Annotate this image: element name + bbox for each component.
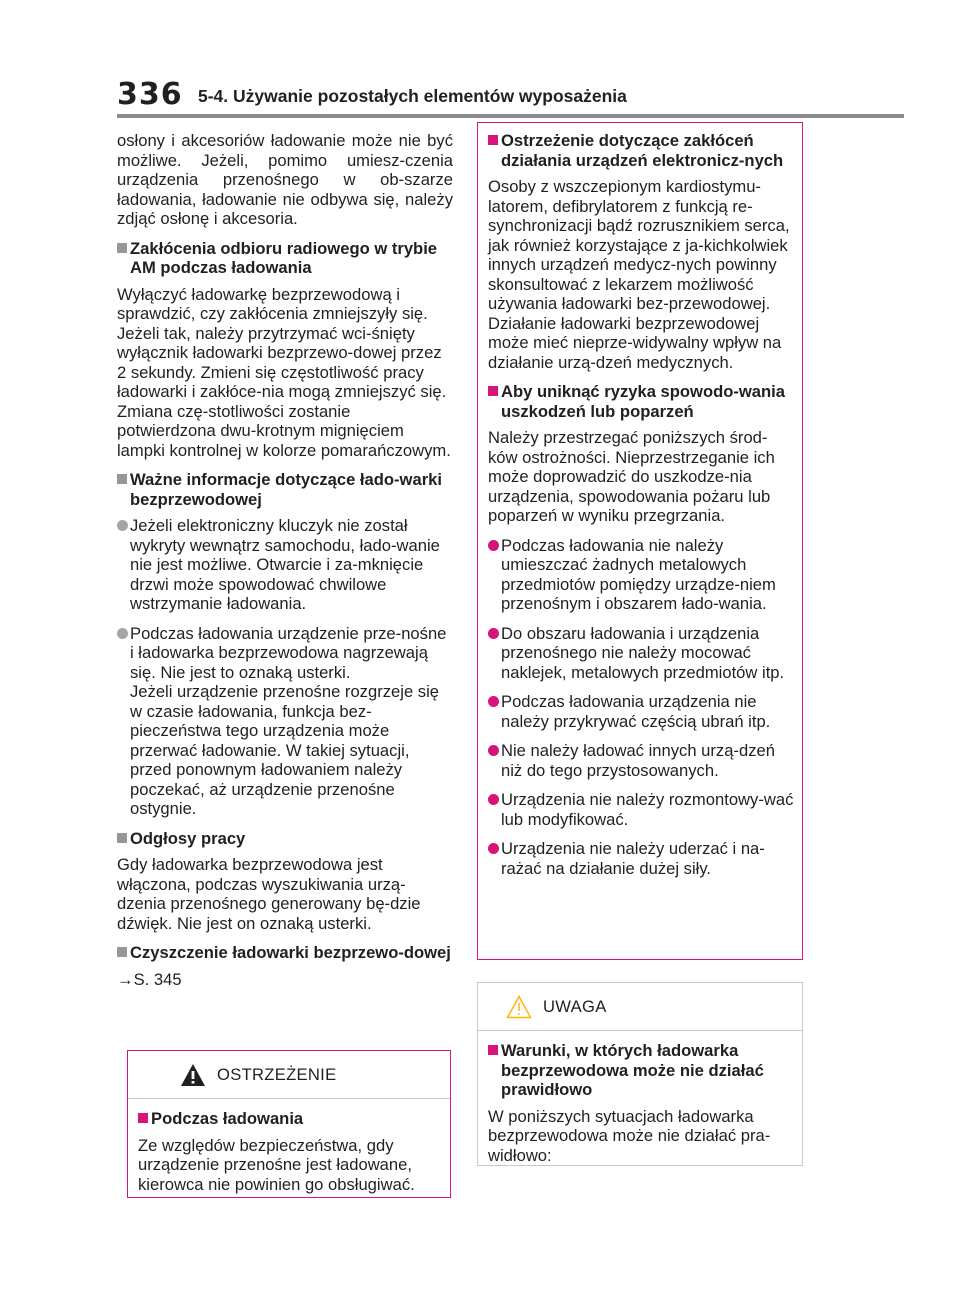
section-title: 5-4. Używanie pozostałych elementów wyposażenia	[198, 86, 627, 106]
list-item-text: Urządzenia nie należy uderzać i na-rażać na działanie dużej siły.	[501, 839, 765, 878]
warning-box	[127, 1050, 451, 1198]
heading-text: Odgłosy pracy	[130, 828, 246, 848]
list-item-text: Nie należy ładować innych urzą-dzeń niż do tego przystosowanych.	[501, 741, 775, 780]
round-bullet-icon	[117, 628, 128, 639]
am-interference-text: Wyłączyć ładowarkę bezprzewodową i sprawdzić, czy zakłócenia zmniejszyły się. Jeżeli tak, należy przytrzymać wci-śnięty wyłącznik ładowarki bezprzewo-dowej przez 2 sekundy. Zmieni się częstotliwość pracy ładowarki i zakłóce-nia mogą zmniejszyć się. Zmiana czę-stotliwości zostanie potwierdzona dwu-krotnym mignięciem lampki kontrolnej w kolorze pomarańczowym.	[117, 284, 451, 460]
warning-box-continued	[477, 122, 803, 960]
notice-box-body	[478, 1031, 802, 1165]
list-item	[488, 692, 796, 731]
heading-text: Ważne informacje dotyczące łado-warki bezprzewodowej	[130, 470, 442, 509]
notice-text: W poniższych sytuacjach ładowarka bezprzewodowa może nie działać pra-widłowo:	[488, 1106, 771, 1165]
notice-box	[477, 982, 803, 1166]
heading-avoid-damage	[488, 382, 796, 421]
square-bullet-icon	[488, 1045, 498, 1055]
left-column	[117, 131, 453, 999]
caution-triangle-icon	[506, 995, 532, 1019]
warning-box-continued-body	[478, 123, 802, 878]
notice-box-header	[478, 983, 802, 1031]
heading-text: Warunki, w których ładowarka bezprzewodowa może nie działać prawidłowo	[501, 1041, 764, 1099]
warning-text: Ze względów bezpieczeństwa, gdy urządzenie przenośne jest ładowane, kierowca nie powinien go obsługiwać.	[138, 1135, 415, 1194]
warning-box-header	[128, 1051, 450, 1099]
heading-text: Aby uniknąć ryzyka spowodo-wania uszkodzeń lub poparzeń	[501, 382, 786, 421]
warning-box-body	[128, 1099, 450, 1194]
warning-label: OSTRZEŻENIE	[217, 1065, 337, 1084]
list-item	[488, 624, 796, 683]
square-bullet-icon	[117, 474, 127, 484]
warning-triangle-icon	[180, 1063, 206, 1087]
notice-heading	[488, 1041, 796, 1100]
round-bullet-icon	[488, 745, 499, 756]
header-rule	[117, 114, 904, 118]
round-bullet-icon	[488, 843, 499, 854]
operating-sounds-text: Gdy ładowarka bezprzewodowa jest włączona, podczas wyszukiwania urzą-dzenia przenośnego generowany bę-dzie dźwięk. Nie jest on oznaką usterki.	[117, 855, 421, 933]
list-item-text: Podczas ładowania urządzenie prze-nośne i ładowarka bezprzewodowa nagrzewają się. Nie jest to oznaką usterki.	[130, 623, 447, 682]
heading-electronic-interference	[488, 131, 796, 170]
round-bullet-icon	[488, 540, 499, 551]
square-bullet-icon	[117, 243, 127, 253]
list-item-text: Urządzenia nie należy rozmontowy-wać lub modyfikować.	[501, 790, 794, 829]
list-item	[117, 516, 453, 614]
heading-am-interference	[117, 239, 453, 278]
list-item	[488, 741, 796, 780]
list-item	[488, 536, 796, 614]
list-item-text: Jeżeli elektroniczny kluczyk nie został wykryty wewnątrz samochodu, łado-wanie nie jest możliwe. Otwarcie i za-mknięcie drzwi może spowodować chwilowe wstrzymanie ładowania.	[130, 516, 440, 613]
list-item-text: Podczas ładowania nie należy umieszczać żadnych metalowych przedmiotów pomiędzy urządze-niem przenośnym i obszarem łado-wania.	[501, 535, 776, 613]
heading-text: Zakłócenia odbioru radiowego w trybie AM podczas ładowania	[130, 238, 438, 277]
round-bullet-icon	[117, 520, 128, 531]
heading-cleaning	[117, 943, 453, 963]
heading-text: Podczas ładowania	[151, 1109, 304, 1128]
list-item-text: Do obszaru ładowania i urządzenia przenośnego nie należy mocować naklejek, metalowych przedmiotów itp.	[501, 623, 785, 682]
square-bullet-icon	[488, 386, 498, 396]
round-bullet-icon	[488, 794, 499, 805]
list-item	[117, 624, 453, 819]
heading-text: Ostrzeżenie dotyczące zakłóceń działania urządzeń elektronicz-nych	[501, 131, 784, 170]
electronic-interference-text: Osoby z wszczepionym kardiostymu-latorem, defibrylatorem z funkcją re-synchronizacji bądź rozrusznikiem serca, jak również korzystające z ja-kichkolwiek innych urządzeń medycz-nych powinny skonsultować z lekarzem możliwość używania ładowarki bez-przewodowej. Działanie ładowarki bezprzewodowej może mieć nieprze-widywalny wpływ na działanie urzą-dzeń medycznych.	[488, 177, 790, 372]
heading-operating-sounds	[117, 829, 453, 849]
page-reference: →S. 345	[117, 969, 182, 989]
heading-text: Czyszczenie ładowarki bezprzewo-dowej	[130, 943, 451, 962]
heading-important-info	[117, 470, 453, 509]
list-item	[488, 790, 796, 829]
intro-paragraph: osłony i akcesoriów ładowanie może nie być możliwe. Jeżeli, pomimo umiesz-czenia urządzenia przenośnego w ob-szarze ładowania, ładowanie nie odbywa się, należy zdjąć osłonę i akcesoria.	[117, 131, 453, 228]
square-bullet-icon	[117, 947, 127, 957]
square-bullet-icon	[488, 135, 498, 145]
notice-label: UWAGA	[543, 997, 607, 1016]
list-item-continuation: Jeżeli urządzenie przenośne rozgrzeje się w czasie ładowania, funkcja bez-pieczeństwa tego urządzenia może przerwać ładowanie. W takiej sytuacji, przed ponownym ładowaniem należy poczekać, aż urządzenie przenośne ostygnie.	[130, 682, 439, 818]
list-item	[488, 839, 796, 878]
warning-heading	[138, 1109, 444, 1129]
square-bullet-icon	[117, 833, 127, 843]
list-item-text: Podczas ładowania urządzenia nie należy przykrywać częścią ubrań itp.	[501, 692, 771, 731]
round-bullet-icon	[488, 696, 499, 707]
page-number: 336	[117, 77, 183, 112]
round-bullet-icon	[488, 628, 499, 639]
square-bullet-icon	[138, 1113, 148, 1123]
avoid-damage-text: Należy przestrzegać poniższych środ-ków ostrożności. Nieprzestrzeganie ich może doprowadzić do uszkodze-nia urządzenia, spowodowania pożaru lub poparzeń w wyniku przegrzania.	[488, 428, 775, 525]
